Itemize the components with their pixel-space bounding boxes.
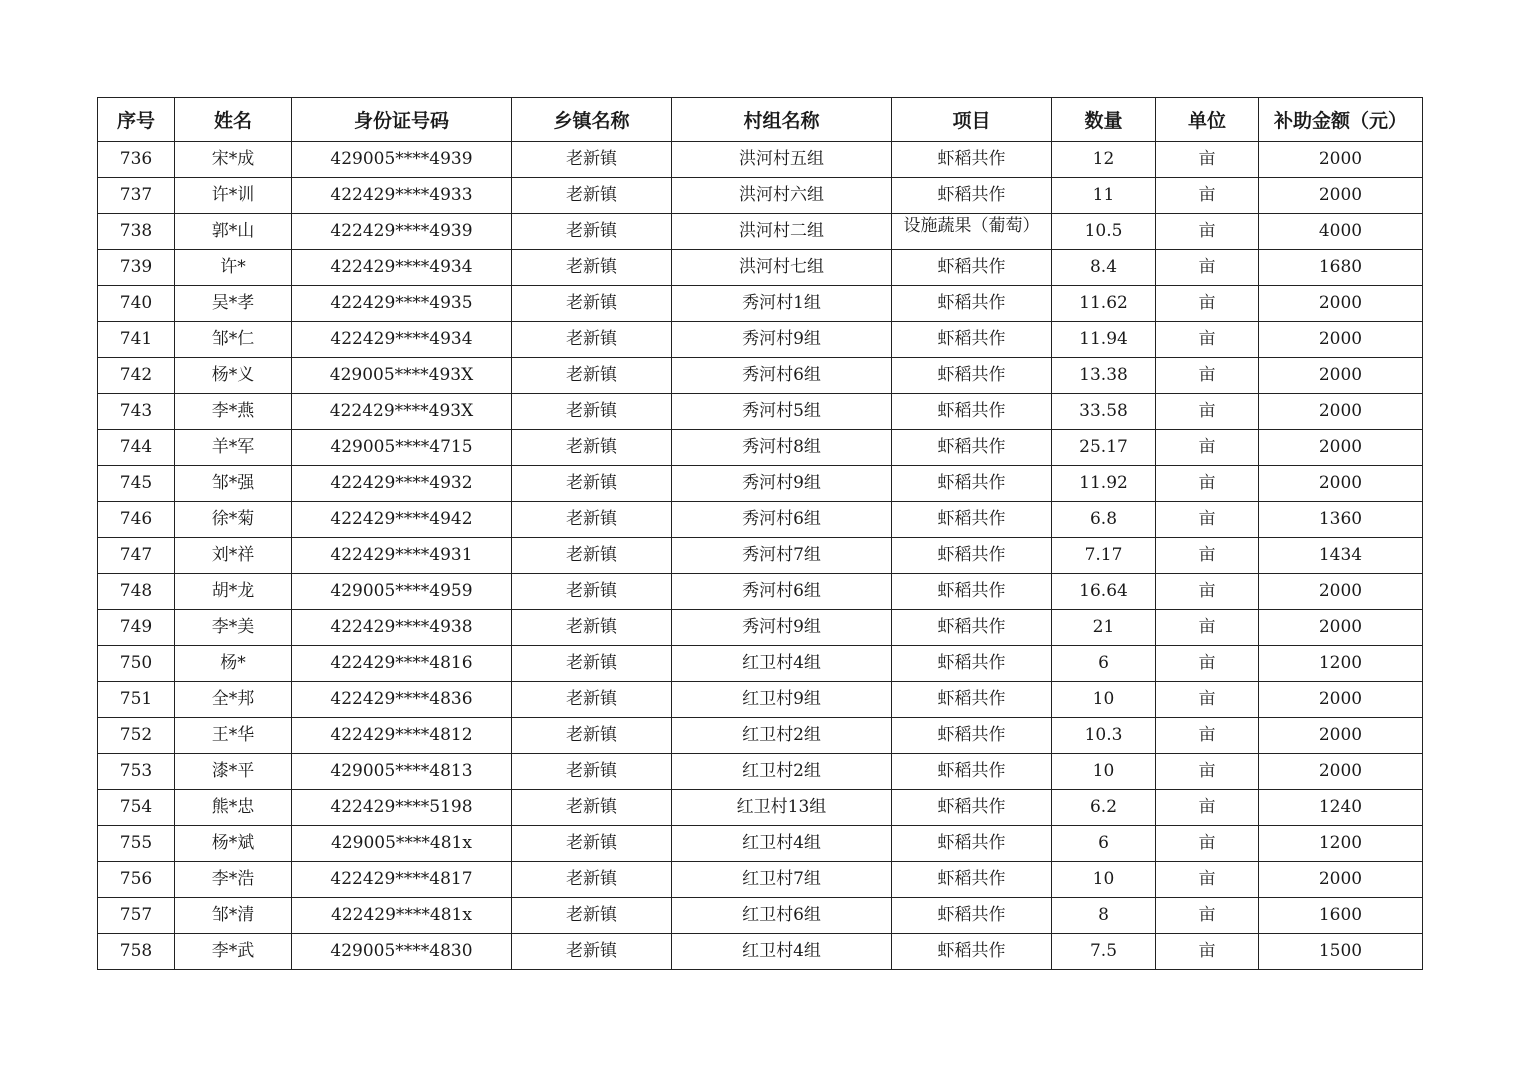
cell-quantity: 10 <box>1052 682 1156 718</box>
cell-index: 741 <box>98 322 175 358</box>
cell-village-group: 红卫村2组 <box>672 718 892 754</box>
cell-township: 老新镇 <box>512 214 672 250</box>
cell-index: 753 <box>98 754 175 790</box>
header-subsidy-amount: 补助金额（元） <box>1259 98 1423 142</box>
cell-unit: 亩 <box>1156 142 1259 178</box>
cell-index: 737 <box>98 178 175 214</box>
cell-id-number: 422429****4934 <box>292 250 512 286</box>
table-row <box>98 718 1423 754</box>
cell-township: 老新镇 <box>512 754 672 790</box>
cell-index: 748 <box>98 574 175 610</box>
cell-township: 老新镇 <box>512 574 672 610</box>
table-row <box>98 214 1423 250</box>
cell-village-group: 秀河村9组 <box>672 610 892 646</box>
cell-village-group: 秀河村5组 <box>672 394 892 430</box>
cell-unit: 亩 <box>1156 826 1259 862</box>
cell-subsidy-amount: 2000 <box>1259 574 1423 610</box>
table-row <box>98 862 1423 898</box>
cell-township: 老新镇 <box>512 466 672 502</box>
subsidy-table <box>97 97 1423 970</box>
cell-unit: 亩 <box>1156 286 1259 322</box>
cell-subsidy-amount: 2000 <box>1259 394 1423 430</box>
cell-subsidy-amount: 2000 <box>1259 286 1423 322</box>
cell-quantity: 6.8 <box>1052 502 1156 538</box>
cell-name: 熊*忠 <box>175 790 292 826</box>
cell-project: 虾稻共作 <box>892 142 1052 178</box>
cell-id-number: 429005****4813 <box>292 754 512 790</box>
cell-township: 老新镇 <box>512 826 672 862</box>
cell-id-number: 422429****493X <box>292 394 512 430</box>
cell-name: 李*燕 <box>175 394 292 430</box>
table-row <box>98 394 1423 430</box>
cell-id-number: 422429****4817 <box>292 862 512 898</box>
cell-project: 虾稻共作 <box>892 754 1052 790</box>
cell-subsidy-amount: 2000 <box>1259 682 1423 718</box>
cell-id-number: 422429****4933 <box>292 178 512 214</box>
cell-subsidy-amount: 1200 <box>1259 646 1423 682</box>
cell-name: 吴*孝 <box>175 286 292 322</box>
cell-index: 751 <box>98 682 175 718</box>
table-row <box>98 502 1423 538</box>
cell-index: 736 <box>98 142 175 178</box>
header-township: 乡镇名称 <box>512 98 672 142</box>
cell-unit: 亩 <box>1156 502 1259 538</box>
cell-id-number: 429005****4830 <box>292 934 512 970</box>
cell-unit: 亩 <box>1156 466 1259 502</box>
cell-quantity: 25.17 <box>1052 430 1156 466</box>
table-row <box>98 286 1423 322</box>
cell-township: 老新镇 <box>512 610 672 646</box>
cell-village-group: 红卫村9组 <box>672 682 892 718</box>
cell-name: 宋*成 <box>175 142 292 178</box>
cell-id-number: 422429****481x <box>292 898 512 934</box>
cell-village-group: 红卫村13组 <box>672 790 892 826</box>
cell-project: 虾稻共作 <box>892 250 1052 286</box>
cell-index: 745 <box>98 466 175 502</box>
cell-subsidy-amount: 2000 <box>1259 178 1423 214</box>
cell-quantity: 16.64 <box>1052 574 1156 610</box>
cell-quantity: 6.2 <box>1052 790 1156 826</box>
cell-township: 老新镇 <box>512 718 672 754</box>
cell-unit: 亩 <box>1156 322 1259 358</box>
cell-township: 老新镇 <box>512 538 672 574</box>
cell-project: 虾稻共作 <box>892 358 1052 394</box>
cell-unit: 亩 <box>1156 646 1259 682</box>
cell-village-group: 秀河村6组 <box>672 502 892 538</box>
table-row <box>98 322 1423 358</box>
cell-index: 743 <box>98 394 175 430</box>
table-row <box>98 646 1423 682</box>
cell-township: 老新镇 <box>512 322 672 358</box>
cell-id-number: 422429****4931 <box>292 538 512 574</box>
cell-village-group: 秀河村9组 <box>672 322 892 358</box>
cell-township: 老新镇 <box>512 898 672 934</box>
cell-project: 虾稻共作 <box>892 898 1052 934</box>
cell-quantity: 7.5 <box>1052 934 1156 970</box>
cell-village-group: 秀河村9组 <box>672 466 892 502</box>
cell-project: 虾稻共作 <box>892 934 1052 970</box>
cell-quantity: 10.5 <box>1052 214 1156 250</box>
cell-name: 郭*山 <box>175 214 292 250</box>
cell-subsidy-amount: 1360 <box>1259 502 1423 538</box>
cell-township: 老新镇 <box>512 790 672 826</box>
cell-subsidy-amount: 2000 <box>1259 862 1423 898</box>
cell-index: 746 <box>98 502 175 538</box>
cell-subsidy-amount: 1200 <box>1259 826 1423 862</box>
cell-unit: 亩 <box>1156 610 1259 646</box>
table-row <box>98 142 1423 178</box>
header-id-number: 身份证号码 <box>292 98 512 142</box>
table-row <box>98 754 1423 790</box>
cell-id-number: 422429****4938 <box>292 610 512 646</box>
table-row <box>98 934 1423 970</box>
header-name: 姓名 <box>175 98 292 142</box>
cell-village-group: 秀河村6组 <box>672 574 892 610</box>
cell-name: 王*华 <box>175 718 292 754</box>
cell-village-group: 红卫村2组 <box>672 754 892 790</box>
cell-quantity: 10.3 <box>1052 718 1156 754</box>
cell-subsidy-amount: 2000 <box>1259 754 1423 790</box>
cell-subsidy-amount: 2000 <box>1259 430 1423 466</box>
table-row <box>98 430 1423 466</box>
cell-subsidy-amount: 1600 <box>1259 898 1423 934</box>
cell-township: 老新镇 <box>512 250 672 286</box>
table-header-row <box>98 98 1423 142</box>
cell-index: 749 <box>98 610 175 646</box>
cell-quantity: 6 <box>1052 646 1156 682</box>
cell-id-number: 429005****4939 <box>292 142 512 178</box>
table-row <box>98 358 1423 394</box>
cell-index: 757 <box>98 898 175 934</box>
cell-quantity: 12 <box>1052 142 1156 178</box>
cell-project-text: 设施蔬果（葡萄） <box>903 216 1040 236</box>
cell-quantity: 8 <box>1052 898 1156 934</box>
cell-township: 老新镇 <box>512 682 672 718</box>
table-row <box>98 610 1423 646</box>
cell-subsidy-amount: 1500 <box>1259 934 1423 970</box>
cell-unit: 亩 <box>1156 934 1259 970</box>
cell-subsidy-amount: 2000 <box>1259 142 1423 178</box>
cell-project: 虾稻共作 <box>892 862 1052 898</box>
cell-name: 徐*菊 <box>175 502 292 538</box>
cell-village-group: 秀河村8组 <box>672 430 892 466</box>
cell-village-group: 红卫村4组 <box>672 934 892 970</box>
cell-index: 747 <box>98 538 175 574</box>
cell-township: 老新镇 <box>512 934 672 970</box>
table-row <box>98 682 1423 718</box>
cell-name: 刘*祥 <box>175 538 292 574</box>
cell-name: 邹*清 <box>175 898 292 934</box>
cell-unit: 亩 <box>1156 250 1259 286</box>
cell-subsidy-amount: 4000 <box>1259 214 1423 250</box>
cell-village-group: 洪河村五组 <box>672 142 892 178</box>
cell-village-group: 秀河村6组 <box>672 358 892 394</box>
cell-project: 虾稻共作 <box>892 826 1052 862</box>
cell-project: 虾稻共作 <box>892 646 1052 682</box>
cell-name: 李*武 <box>175 934 292 970</box>
cell-id-number: 422429****4939 <box>292 214 512 250</box>
cell-unit: 亩 <box>1156 358 1259 394</box>
cell-quantity: 21 <box>1052 610 1156 646</box>
cell-village-group: 红卫村6组 <box>672 898 892 934</box>
cell-township: 老新镇 <box>512 430 672 466</box>
table-row <box>98 826 1423 862</box>
cell-unit: 亩 <box>1156 394 1259 430</box>
cell-index: 740 <box>98 286 175 322</box>
cell-id-number: 422429****4812 <box>292 718 512 754</box>
header-quantity: 数量 <box>1052 98 1156 142</box>
cell-unit: 亩 <box>1156 862 1259 898</box>
cell-project: 虾稻共作 <box>892 502 1052 538</box>
header-unit: 单位 <box>1156 98 1259 142</box>
cell-unit: 亩 <box>1156 718 1259 754</box>
cell-project: 虾稻共作 <box>892 610 1052 646</box>
cell-township: 老新镇 <box>512 358 672 394</box>
cell-name: 杨*义 <box>175 358 292 394</box>
cell-id-number: 422429****4934 <box>292 322 512 358</box>
cell-township: 老新镇 <box>512 394 672 430</box>
table-row <box>98 574 1423 610</box>
cell-project: 虾稻共作 <box>892 718 1052 754</box>
cell-quantity: 11.62 <box>1052 286 1156 322</box>
cell-quantity: 33.58 <box>1052 394 1156 430</box>
cell-name: 许* <box>175 250 292 286</box>
cell-quantity: 6 <box>1052 826 1156 862</box>
cell-index: 742 <box>98 358 175 394</box>
cell-index: 752 <box>98 718 175 754</box>
cell-quantity: 11.94 <box>1052 322 1156 358</box>
cell-id-number: 422429****4935 <box>292 286 512 322</box>
cell-index: 744 <box>98 430 175 466</box>
cell-id-number: 429005****4959 <box>292 574 512 610</box>
cell-unit: 亩 <box>1156 214 1259 250</box>
cell-quantity: 10 <box>1052 862 1156 898</box>
cell-unit: 亩 <box>1156 790 1259 826</box>
cell-unit: 亩 <box>1156 430 1259 466</box>
cell-name: 羊*军 <box>175 430 292 466</box>
cell-project: 虾稻共作 <box>892 682 1052 718</box>
cell-name: 全*邦 <box>175 682 292 718</box>
cell-township: 老新镇 <box>512 142 672 178</box>
cell-quantity: 8.4 <box>1052 250 1156 286</box>
header-village-group: 村组名称 <box>672 98 892 142</box>
cell-unit: 亩 <box>1156 574 1259 610</box>
cell-village-group: 秀河村1组 <box>672 286 892 322</box>
cell-name: 邹*仁 <box>175 322 292 358</box>
cell-id-number: 422429****4816 <box>292 646 512 682</box>
cell-quantity: 13.38 <box>1052 358 1156 394</box>
cell-subsidy-amount: 1680 <box>1259 250 1423 286</box>
cell-index: 758 <box>98 934 175 970</box>
cell-name: 李*美 <box>175 610 292 646</box>
cell-unit: 亩 <box>1156 178 1259 214</box>
cell-unit: 亩 <box>1156 898 1259 934</box>
cell-index: 754 <box>98 790 175 826</box>
cell-project: 虾稻共作 <box>892 286 1052 322</box>
cell-project: 虾稻共作 <box>892 430 1052 466</box>
cell-subsidy-amount: 1240 <box>1259 790 1423 826</box>
cell-id-number: 429005****481x <box>292 826 512 862</box>
cell-village-group: 红卫村4组 <box>672 646 892 682</box>
cell-quantity: 10 <box>1052 754 1156 790</box>
cell-name: 杨*斌 <box>175 826 292 862</box>
cell-village-group: 洪河村二组 <box>672 214 892 250</box>
cell-village-group: 秀河村7组 <box>672 538 892 574</box>
cell-village-group: 红卫村4组 <box>672 826 892 862</box>
cell-subsidy-amount: 1434 <box>1259 538 1423 574</box>
cell-township: 老新镇 <box>512 502 672 538</box>
table-body <box>98 142 1423 970</box>
table-row <box>98 466 1423 502</box>
cell-project: 虾稻共作 <box>892 322 1052 358</box>
cell-township: 老新镇 <box>512 178 672 214</box>
cell-subsidy-amount: 2000 <box>1259 718 1423 754</box>
cell-name: 漆*平 <box>175 754 292 790</box>
cell-project: 虾稻共作 <box>892 574 1052 610</box>
cell-township: 老新镇 <box>512 862 672 898</box>
cell-subsidy-amount: 2000 <box>1259 322 1423 358</box>
cell-unit: 亩 <box>1156 754 1259 790</box>
cell-name: 杨* <box>175 646 292 682</box>
cell-index: 750 <box>98 646 175 682</box>
cell-id-number: 422429****4942 <box>292 502 512 538</box>
cell-index: 756 <box>98 862 175 898</box>
cell-name: 胡*龙 <box>175 574 292 610</box>
cell-subsidy-amount: 2000 <box>1259 466 1423 502</box>
cell-id-number: 422429****4932 <box>292 466 512 502</box>
table-row <box>98 898 1423 934</box>
cell-index: 738 <box>98 214 175 250</box>
cell-project: 虾稻共作 <box>892 394 1052 430</box>
document-page <box>97 97 1422 970</box>
table-row <box>98 250 1423 286</box>
cell-village-group: 洪河村六组 <box>672 178 892 214</box>
header-project: 项目 <box>892 98 1052 142</box>
cell-subsidy-amount: 2000 <box>1259 610 1423 646</box>
cell-index: 739 <box>98 250 175 286</box>
cell-quantity: 7.17 <box>1052 538 1156 574</box>
cell-township: 老新镇 <box>512 286 672 322</box>
cell-project: 虾稻共作 <box>892 466 1052 502</box>
cell-index: 755 <box>98 826 175 862</box>
cell-village-group: 洪河村七组 <box>672 250 892 286</box>
header-index: 序号 <box>98 98 175 142</box>
cell-project: 虾稻共作 <box>892 538 1052 574</box>
cell-unit: 亩 <box>1156 682 1259 718</box>
cell-quantity: 11.92 <box>1052 466 1156 502</box>
cell-id-number: 422429****4836 <box>292 682 512 718</box>
cell-id-number: 429005****4715 <box>292 430 512 466</box>
table-row <box>98 178 1423 214</box>
cell-village-group: 红卫村7组 <box>672 862 892 898</box>
table-row <box>98 790 1423 826</box>
cell-id-number: 422429****5198 <box>292 790 512 826</box>
cell-name: 邹*强 <box>175 466 292 502</box>
cell-name: 许*训 <box>175 178 292 214</box>
cell-project: 虾稻共作 <box>892 790 1052 826</box>
cell-project: 虾稻共作 <box>892 178 1052 214</box>
cell-id-number: 429005****493X <box>292 358 512 394</box>
cell-subsidy-amount: 2000 <box>1259 358 1423 394</box>
cell-project <box>892 214 1052 250</box>
table-row <box>98 538 1423 574</box>
cell-name: 李*浩 <box>175 862 292 898</box>
cell-quantity: 11 <box>1052 178 1156 214</box>
cell-township: 老新镇 <box>512 646 672 682</box>
cell-unit: 亩 <box>1156 538 1259 574</box>
